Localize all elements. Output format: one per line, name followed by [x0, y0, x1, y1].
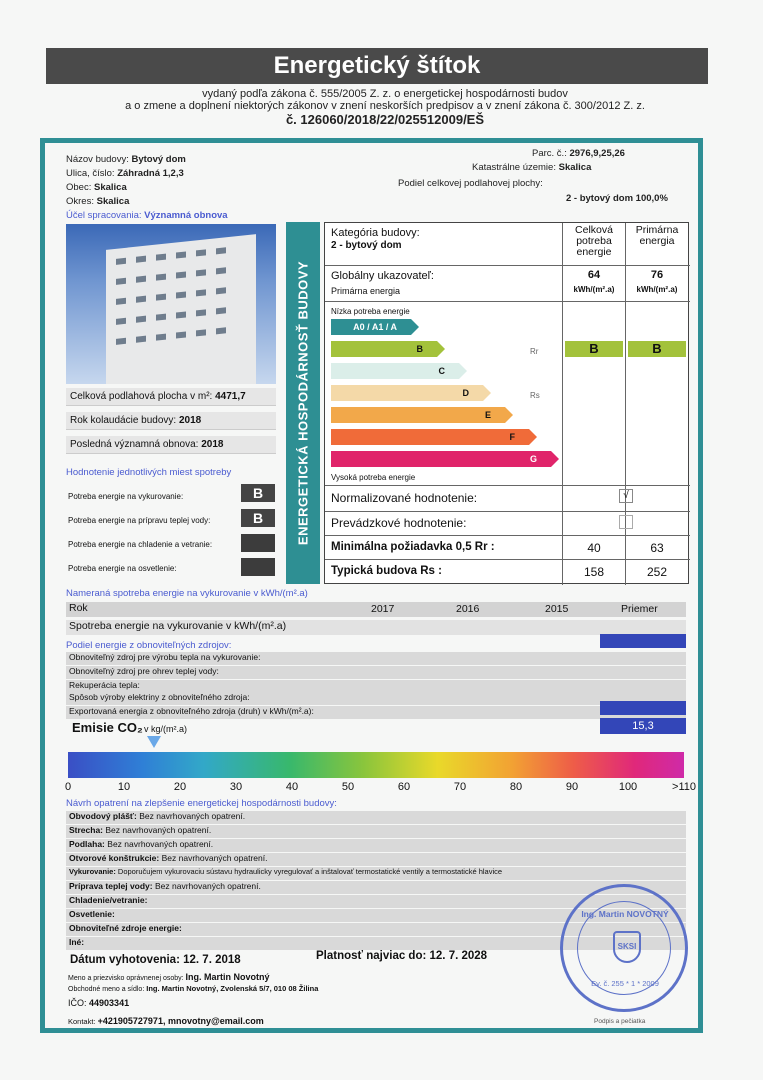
scale-tick: >110	[672, 781, 696, 793]
rating-primary: B	[628, 341, 686, 357]
place-lighting-rating	[241, 558, 275, 576]
measure-row: Vykurovanie: Doporučujem vykurovaciu sústavu hydraulicky vyregulovať a inštalovať termostatické ventily a termostatické hlavice	[66, 867, 686, 880]
valid-until: Platnosť najviac do: 12. 7. 2028	[316, 950, 488, 962]
renewables-bar	[600, 634, 686, 648]
typical-building-total: 158	[583, 565, 605, 579]
scale-tick: 50	[341, 781, 355, 793]
scale-tick: 80	[509, 781, 523, 793]
class-a-arrow: A0 / A1 / A	[331, 319, 411, 335]
rr-marker: Rr	[530, 347, 539, 356]
document-number: č. 126060/2018/22/025512009/EŠ	[285, 112, 485, 127]
renewables-heading: Podiel energie z obnoviteľných zdrojov:	[66, 640, 232, 651]
min-requirement-label: Minimálna požiadavka 0,5 Rr :	[331, 541, 495, 553]
renewable-row-electricity: Spôsob výroby elektriny z obnoviteľného zdroja:	[66, 692, 686, 705]
scale-tick: 70	[453, 781, 467, 793]
purpose-row: Účel spracovania: Významná obnova	[66, 210, 228, 221]
place-lighting-label: Potreba energie na osvetlenie:	[68, 564, 177, 573]
year-label: Rok	[69, 602, 88, 614]
measured-value-row	[66, 620, 686, 635]
global-unit-total: kWh/(m².a)	[573, 285, 615, 294]
place-heating-label: Potreba energie na vykurovanie:	[68, 492, 184, 501]
company: Obchodné meno a sídlo: Ing. Martin Novotný, Zvolenská 5/7, 010 08 Žilina	[68, 984, 319, 993]
district-row: Okres: Skalica	[66, 196, 130, 207]
emissions-pointer	[147, 736, 161, 748]
operational-label: Prevádzkové hodnotenie:	[331, 516, 467, 530]
stamp-bottom-text: Ev. č. 255 * 1 * 2009	[591, 979, 659, 988]
scale-tick: 100	[618, 781, 638, 793]
global-value-primary: 76	[650, 269, 664, 281]
stamp-top-text: Ing. Martin NOVOTNÝ	[581, 909, 669, 919]
measures-heading: Návrh opatrení na zlepšenie energetickej hospodárnosti budovy:	[66, 798, 337, 809]
class-d-arrow: D	[331, 385, 483, 401]
global-indicator-label: Globálny ukazovateľ:	[331, 270, 434, 282]
measure-row: Obvodový plášť: Bez navrhovaných opatrení.	[66, 811, 686, 824]
emissions-label: Emisie CO₂	[72, 720, 143, 735]
places-heading: Hodnotenie jednotlivých miest spotreby	[66, 467, 232, 478]
place-cooling-label: Potreba energie na chladenie a vetranie:	[68, 540, 213, 549]
renewable-row-hotwater: Obnoviteľný zdroj pre ohrev teplej vody:	[66, 666, 686, 679]
year-2016: 2016	[456, 603, 480, 615]
scale-tick: 0	[64, 781, 72, 793]
measure-row: Príprava teplej vody: Bez navrhovaných opatrení.	[66, 881, 686, 894]
parcel-row: Parc. č.: 2976,9,25,26	[532, 148, 625, 159]
class-e-arrow: E	[331, 407, 505, 423]
official-stamp	[560, 884, 688, 1012]
place-hotwater-label: Potreba energie na prípravu teplej vody:	[68, 516, 211, 525]
street-row: Ulica, číslo: Záhradná 1,2,3	[66, 168, 184, 179]
label-title: Energetický štítok	[46, 48, 708, 84]
ico: IČO: 44903341	[68, 998, 130, 1008]
measure-row: Chladenie/vetranie:	[66, 895, 686, 908]
building-photo	[66, 224, 276, 384]
measure-row: Podlaha: Bez navrhovaných opatrení.	[66, 839, 686, 852]
scale-tick: 60	[397, 781, 411, 793]
class-b-arrow: B	[331, 341, 437, 357]
measure-row: Otvorové konštrukcie: Bez navrhovaných opatrení.	[66, 853, 686, 866]
measure-row: Obnoviteľné zdroje energie:	[66, 923, 686, 936]
place-cooling-rating	[241, 534, 275, 552]
stamp-emblem: SKSI	[613, 931, 641, 963]
legal-line-1: vydaný podľa zákona č. 555/2005 Z. z. o energetickej hospodárnosti budov	[202, 88, 568, 100]
place-heating-rating: B	[241, 484, 275, 502]
low-demand-label: Nízka potreba energie	[331, 307, 410, 316]
scale-tick: 20	[173, 781, 187, 793]
rs-marker: Rs	[530, 391, 540, 400]
emissions-scale	[68, 752, 684, 778]
renewable-row-recovery: Rekuperácia tepla:	[66, 680, 686, 693]
scale-tick: 30	[229, 781, 243, 793]
rating-total: B	[565, 341, 623, 357]
global-unit-primary: kWh/(m².a)	[636, 285, 678, 294]
col-primary-header: Primárna energia	[635, 224, 679, 247]
category-value: 2 - bytový dom	[331, 240, 402, 251]
measured-heading: Nameraná spotreba energie na vykurovanie v kWh/(m².a)	[66, 588, 308, 599]
operational-checkbox	[619, 515, 633, 529]
export-bar	[600, 701, 686, 715]
min-requirement-primary: 63	[650, 541, 664, 555]
contact: Kontakt: +421905727971, mnovotny@email.com	[68, 1016, 264, 1026]
renovation-row: Posledná významná obnova: 2018	[66, 436, 276, 454]
global-indicator-sub: Primárna energia	[331, 286, 401, 296]
class-c-arrow: C	[331, 363, 459, 379]
signature-label: Podpis a pečiatka	[594, 1018, 646, 1025]
year-2015: 2015	[545, 603, 569, 615]
global-value-total: 64	[587, 269, 601, 281]
cadastral-row: Katastrálne územie: Skalica	[472, 162, 592, 173]
floor-share-value: 2 - bytový dom 100,0%	[566, 193, 668, 204]
year-2017: 2017	[371, 603, 395, 615]
scale-tick: 10	[117, 781, 131, 793]
floor-share-label: Podiel celkovej podlahovej plochy:	[398, 178, 543, 189]
col-total-header: Celková potreba energie	[575, 224, 613, 258]
expert-name: Meno a priezvisko oprávnenej osoby: Ing. Martin Novotný	[68, 972, 270, 982]
building-name-row: Názov budovy: Bytový dom	[66, 154, 186, 165]
emissions-unit: v kg/(m².a)	[144, 724, 188, 734]
vertical-banner: ENERGETICKÁ HOSPODÁRNOSŤ BUDOVY	[286, 222, 320, 584]
class-g-arrow: G	[331, 451, 551, 467]
typical-building-primary: 252	[646, 565, 668, 579]
min-requirement-total: 40	[587, 541, 601, 555]
high-demand-label: Vysoká potreba energie	[331, 473, 416, 482]
measure-row: Strecha: Bez navrhovaných opatrení.	[66, 825, 686, 838]
issue-date: Dátum vyhotovenia: 12. 7. 2018	[70, 954, 241, 966]
scale-tick: 40	[285, 781, 299, 793]
normalized-checkbox: √	[619, 489, 633, 503]
floor-area-row: Celková podlahová plocha v m²: 4471,7	[66, 388, 276, 406]
approval-year-row: Rok kolaudácie budovy: 2018	[66, 412, 276, 430]
place-hotwater-rating: B	[241, 509, 275, 527]
emissions-value: 15,3	[600, 718, 686, 734]
normalized-label: Normalizované hodnotenie:	[331, 491, 478, 505]
energy-table	[324, 222, 689, 584]
measured-year-row	[66, 602, 686, 617]
measure-row: Osvetlenie:	[66, 909, 686, 922]
renewable-row-heating: Obnoviteľný zdroj pre výrobu tepla na vykurovanie:	[66, 652, 686, 665]
typical-building-label: Typická budova Rs :	[331, 565, 442, 577]
class-f-arrow: F	[331, 429, 529, 445]
category-label: Kategória budovy:	[331, 227, 420, 239]
measure-row: Iné:	[66, 937, 686, 950]
legal-line-2: a o zmene a doplnení niektorých zákonov v znení neskorších predpisov a v znení zákona č. 300/2012 Z. z.	[125, 100, 645, 112]
renewable-row-export: Exportovaná energia z obnoviteľného zdroja (druh) v kWh/(m².a):	[66, 706, 686, 719]
year-average: Priemer	[621, 603, 658, 615]
municipality-row: Obec: Skalica	[66, 182, 127, 193]
scale-tick: 90	[565, 781, 579, 793]
measured-row-label: Spotreba energie na vykurovanie v kWh/(m².a)	[69, 620, 287, 632]
